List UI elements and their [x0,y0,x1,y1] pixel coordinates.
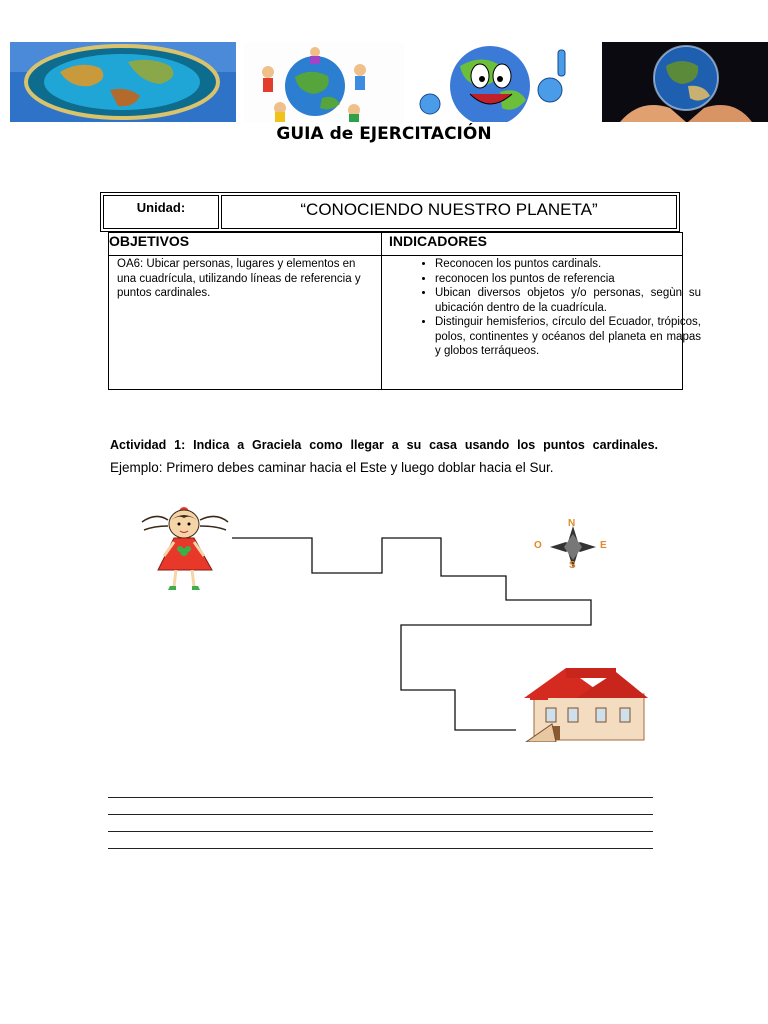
house-icon [516,664,648,742]
compass-east: E [600,540,607,551]
activity-instruction: Actividad 1: Indica a Graciela como llegar a su casa usando los puntos cardinales. [110,438,658,452]
compass-north: N [568,518,576,529]
answer-line[interactable] [108,797,653,798]
smiling-globe-cartoon-icon [410,42,596,122]
answer-line[interactable] [108,814,653,815]
answer-line[interactable] [108,848,653,849]
unit-box [100,192,680,232]
objective-text: OA6: Ubicar personas, lugares y elementos en una cuadrícula, utilizando líneas de referencia y puntos cardinales. [117,258,361,299]
table-divider-horizontal [109,255,682,256]
activity-example: Ejemplo: Primero debes caminar hacia el Este y luego doblar hacia el Sur. [110,460,554,475]
children-around-world-icon [244,42,404,122]
unit-name: “CONOCIENDO NUESTRO PLANETA” [221,195,677,229]
header-banner [10,42,768,122]
globe-map-icon [10,42,236,122]
indicator-item: • Ubican diversos objetos y/o personas, segùn su ubicación dentro de la cuadrícula. [435,286,701,315]
earth-in-hands-icon [602,42,768,122]
objectives-table [108,232,701,390]
indicator-item: • reconocen los puntos de referencia [435,272,701,287]
indicator-item: • Reconocen los puntos cardinals. [435,257,701,272]
table-divider-vertical [381,233,382,389]
compass-south: S [569,560,576,571]
indicators-header: INDICADORES [389,233,488,249]
unit-label: Unidad: [103,195,219,229]
indicators-list [409,257,701,359]
girl-graciela-icon [138,506,234,596]
compass-west: O [534,540,542,551]
page-title: GUIA de EJERCITACIÓN [276,124,492,144]
answer-line[interactable] [108,831,653,832]
indicator-item: • Distinguir hemisferios, círculo del Ecuador, trópicos, polos, continentes y océanos del planeta en mapas y globos terráqueos. [435,315,701,359]
compass-rose [528,518,618,574]
objectives-header: OBJETIVOS [109,233,190,249]
